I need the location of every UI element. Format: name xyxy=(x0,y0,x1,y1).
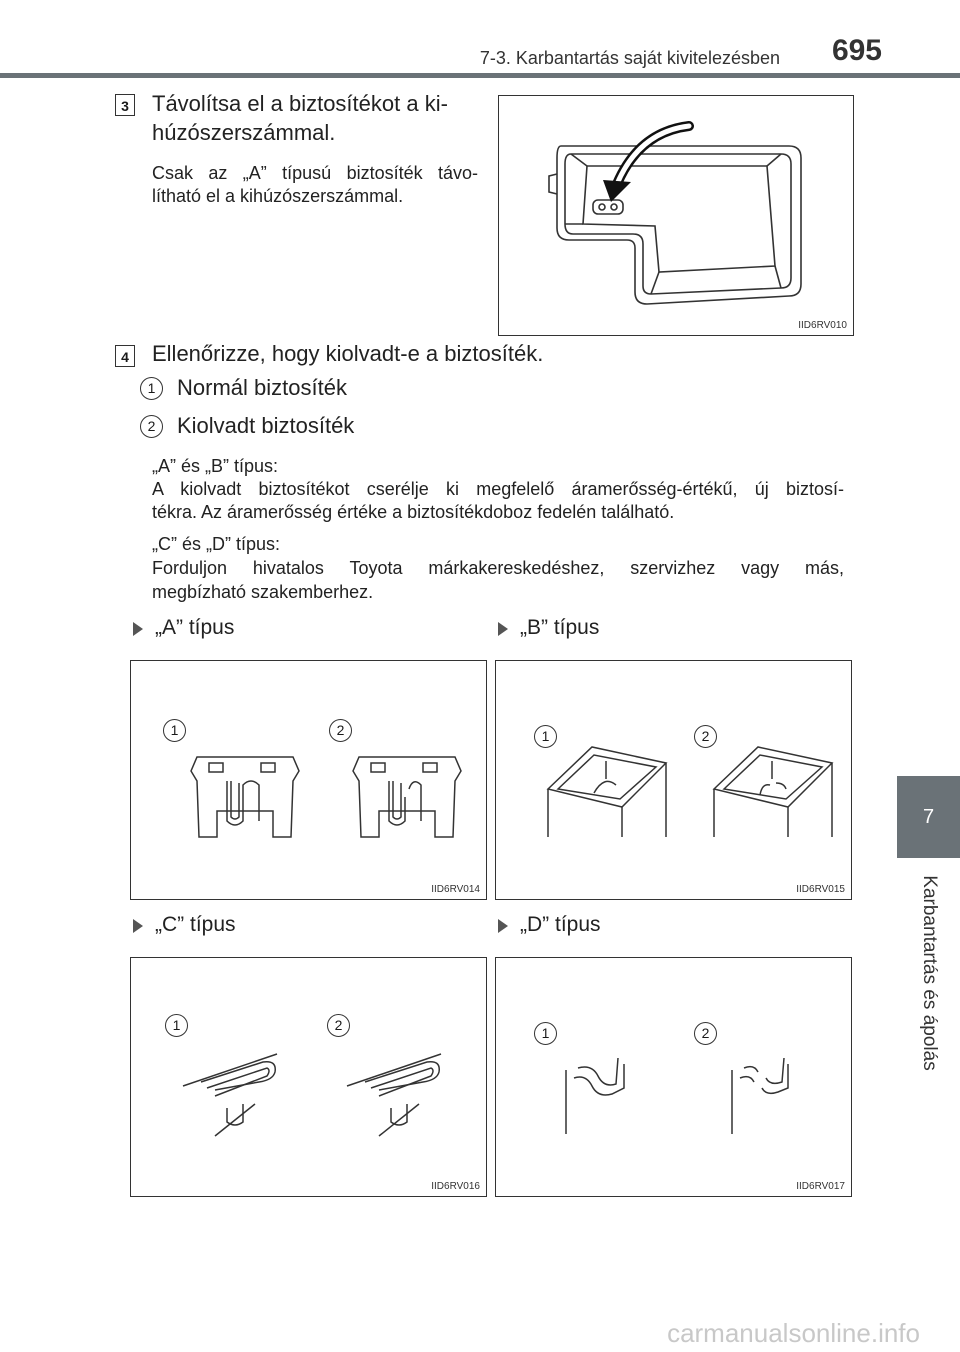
ab-text-line1: A kiolvadt biztosítékot cserélje ki megfelelő áramerősség-értékű, új biztosí- xyxy=(152,479,844,499)
cd-text-line1: Forduljon hivatalos Toyota márkakereskedéshez, szervizhez vagy más, xyxy=(152,558,844,578)
chapter-tab xyxy=(897,860,960,1086)
item-1-label: Normál biztosíték xyxy=(177,375,347,400)
fig-b-num-2: 2 xyxy=(694,725,717,748)
fig-d-num-2: 2 xyxy=(694,1022,717,1045)
chapter-tab-title: Karbantartás és ápolás xyxy=(918,875,940,1071)
chapter-tab-number: 7 xyxy=(897,776,960,858)
step-4-text: Ellenőrizze, hogy kiolvadt-e a biztosíték. xyxy=(152,341,544,366)
type-b-label: „B” típus xyxy=(520,616,600,639)
cd-heading: „C” és „D” típus: xyxy=(152,534,281,554)
fig-a-num-2: 2 xyxy=(329,719,352,742)
bullet-triangle-icon xyxy=(133,622,143,636)
bullet-triangle-icon xyxy=(498,622,508,636)
bullet-triangle-icon xyxy=(498,919,508,933)
fig-a-num-1: 1 xyxy=(163,719,186,742)
type-b-figure xyxy=(495,660,852,900)
step-3-note-line2: lítható el a kihúzószerszámmal. xyxy=(152,186,404,206)
cd-text-line2: megbízható szakemberhez. xyxy=(152,582,374,602)
step-3-text-line2: húzószerszámmal. xyxy=(152,120,336,145)
step-3-text-line1: Távolítsa el a biztosítékot a ki- xyxy=(152,91,448,116)
type-c-label: „C” típus xyxy=(155,913,236,936)
item-2-label: Kiolvadt biztosíték xyxy=(177,413,355,438)
ab-heading: „A” és „B” típus: xyxy=(152,456,279,476)
type-d-label: „D” típus xyxy=(520,913,601,936)
figure-code: IID6RV016 xyxy=(431,1181,480,1192)
bullet-triangle-icon xyxy=(133,919,143,933)
watermark: carmanualsonline.info xyxy=(667,1318,920,1348)
type-d-figure xyxy=(495,957,852,1197)
step-4-badge: 4 xyxy=(115,345,135,367)
type-c-figure xyxy=(130,957,487,1197)
fuse-box-figure xyxy=(498,95,854,336)
step-3-badge: 3 xyxy=(115,94,135,116)
fig-b-num-1: 1 xyxy=(534,725,557,748)
type-a-label: „A” típus xyxy=(155,616,235,639)
step-3-note-line1: Csak az „A” típusú biztosíték távo- xyxy=(152,163,478,183)
type-c-fuse-illustration xyxy=(131,958,487,1197)
figure-code: IID6RV010 xyxy=(798,320,847,331)
item-2-number: 2 xyxy=(140,415,163,438)
type-d-fuse-illustration xyxy=(496,958,852,1197)
fig-c-num-2: 2 xyxy=(327,1014,350,1037)
figure-code: IID6RV017 xyxy=(796,1181,845,1192)
page-number: 695 xyxy=(831,34,882,67)
type-a-figure xyxy=(130,660,487,900)
figure-code: IID6RV015 xyxy=(796,884,845,895)
item-1-number: 1 xyxy=(140,377,163,400)
fig-c-num-1: 1 xyxy=(165,1014,188,1037)
type-b-fuse-illustration xyxy=(496,661,852,900)
fuse-box-illustration xyxy=(499,96,854,336)
figure-code: IID6RV014 xyxy=(431,884,480,895)
fig-d-num-1: 1 xyxy=(534,1022,557,1045)
ab-text-line2: tékra. Az áramerősség értéke a biztosítékdoboz fedelén található. xyxy=(152,502,675,522)
header-rule xyxy=(0,73,960,78)
type-a-fuse-illustration xyxy=(131,661,487,900)
section-title: 7-3. Karbantartás saját kivitelezésben xyxy=(479,48,780,68)
